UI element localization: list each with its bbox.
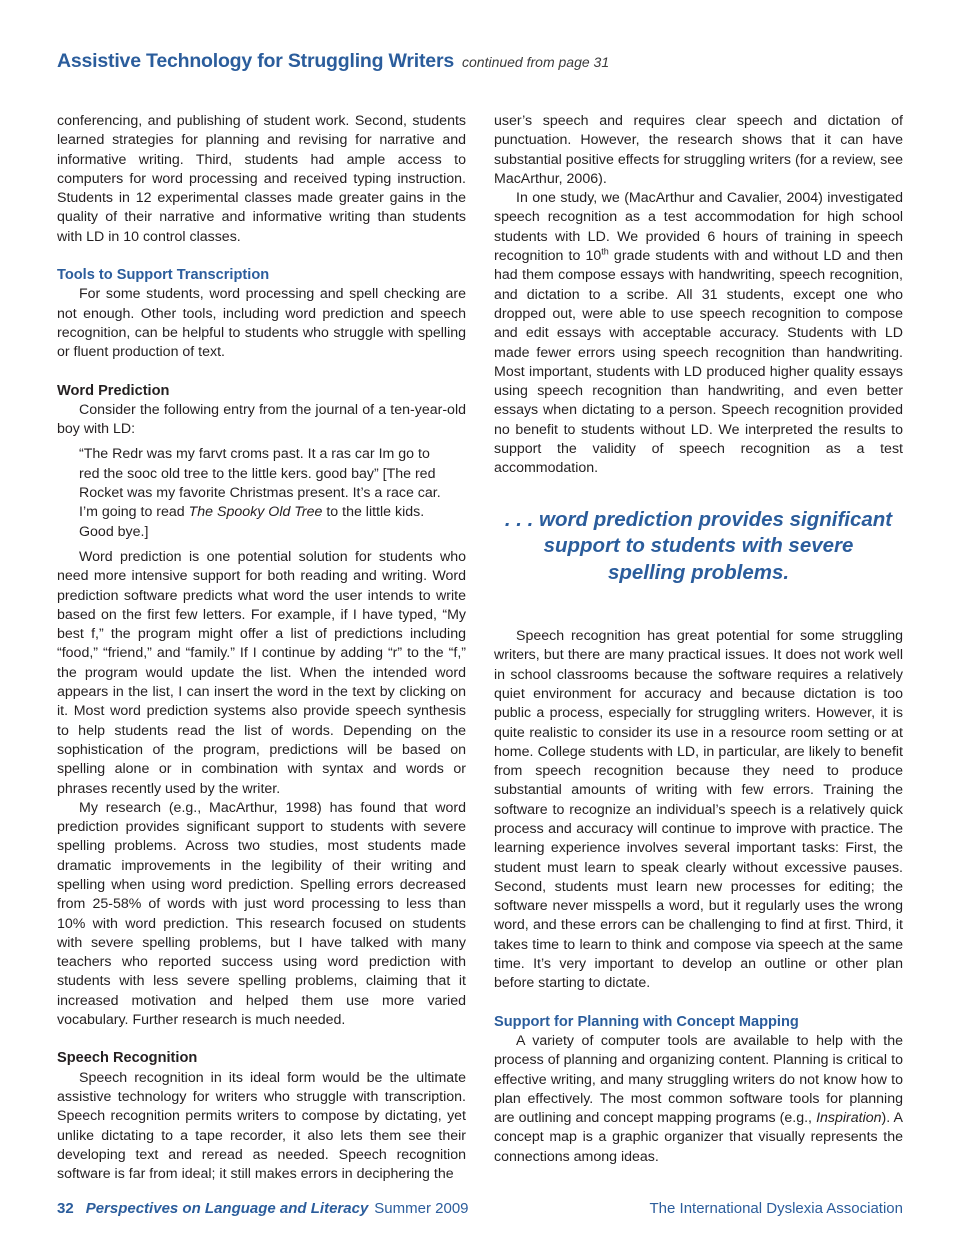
book-title: The Spooky Old Tree [188,504,323,521]
running-footer [57,1200,903,1222]
left-column [57,112,466,1184]
issue-season: Summer 2009 [374,1200,469,1217]
subheading-word-prediction: Word Prediction [57,382,170,399]
publication-name: Perspectives on Language and Literacy [85,1200,369,1217]
paragraph: My research (e.g., MacArthur, 1998) has found that word prediction provides significant support to students with severe spelling problems. Across two studies, most students made dramatic improvements in the legibility of their writing and spelling when using word prediction. Spelling errors decreased from 25-58% of words with just word processing to less than 10% with word prediction. This research focused on students with severe spelling problems, but I have talked with many teachers who reported success using word prediction with students with less severe spelling problems, claiming that it increased motivation and helped them use more varied vocabulary. Further research is much needed. [57,799,466,1029]
paragraph: Consider the following entry from the journal of a ten-year-old boy with LD: [57,401,466,438]
paragraph: Speech recognition has great potential for some struggling writers, but there are many practical issues. It does not work well in school classrooms because the software requires a relatively quiet environment for accuracy and because dictation is too public a process, especially for struggling writers. However, it is quite realistic to consider its use in a resource room setting or at home. College students with LD, in particular, are likely to benefit from speech recognition because they need to produce substantial amounts of writing with few errors. Training the software to recognize an individual’s speech is a relatively quick process and accuracy will continue to improve with practice. The learning experience involves several important tasks: First, the student must learn to speak clearly without excessive pauses. Second, students must learn new processes for editing; the software never misspells a word, but it regularly uses the wrong word, and these errors can be challenging to find at first. Third, it takes time to learn to think and compose via speech at the same time. It’s very important to develop an outline or other plan before starting to dictate. [494,628,903,992]
subheading-speech-recognition: Speech Recognition [57,1050,198,1067]
section-heading-tools: Tools to Support Transcription [57,267,270,284]
pull-quote: . . . word prediction provides significant support to students with severe spelling problems. [504,507,893,585]
paragraph: A variety of computer tools are available to help with the process of planning and organizing content. Planning is critical to effective writing, and many struggling writers do not know how to plan effectively. The most common software tools for planning are outlining and concept mapping programs (e.g., Inspiration). A concept map is a graphic organizer that visually represents the connections among ideas. [494,1032,903,1165]
section-heading-planning: Support for Planning with Concept Mapping [494,1013,799,1030]
paragraph: In one study, we (MacArthur and Cavalier, 2004) investigated speech recognition as a test accommodation for high school students with LD. We provided 6 hours of training in speech recognition to 10th grade students with and without LD and then had them compose essays with handwriting, speech recognition, and dictation to a scribe. All 31 students, except one who dropped out, were able to use speech recognition to compose and edit essays with acceptable accuracy. Students with LD made fewer errors using speech recognition than handwriting. Most important, students with LD produced higher quality essays using speech recognition than handwriting, and even better essays when dictating to a person. Speech recognition provided no benefit to students without LD. We interpreted the results to support the validity of speech recognition as a test accommodation. [494,190,903,477]
paragraph: Speech recognition in its ideal form would be the ultimate assistive technology for writers who struggle with transcription. Speech recognition permits writers to compose by dictating, yet unlike dictating to a tape recorder, it also lets them see their developing text and reread as needed. Speech recognition software is far from ideal; it still makes errors in deciphering the [57,1069,466,1183]
continued-note: continued from page 31 [462,54,610,70]
paragraph: Word prediction is one potential solution for students who need more intensive support for both reading and writing. Word prediction software predicts what word the user intends to write based on the first few letters. For example, if I have typed, “My best f,” the program might offer a list of predictions including “food,” “friend,” and “family.” If I continue by adding “r” to the “f,” the program would update the list. When the intended word appears in the list, I can insert the word in the text by clicking on it. Most word prediction systems also provide speech synthesis to help students read the list of words. Depending on the sophistication of the program, predictions will be based on spelling alone or in combination with syntax and words or phrases recently used by the writer. [57,548,466,797]
journal-quote: “The Redr was my farvt croms past. It a ras car Im go to red the sooc old tree to the little kers. good bay” [The red Rocket was my favorite Christmas present. It’s a race car. I’m going to read The Spooky Old Tree to the little kids. Good bye.] [79,446,441,540]
software-name: Inspiration [816,1110,882,1127]
organization-name: The International Dyslexia Association [649,1200,903,1217]
paragraph: conferencing, and publishing of student work. Second, students learned strategies for planning and revising for narrative and informative writing. Third, students had ample access to computers for word processing and received typing instruction. Students in 12 experimental classes made greater gains in the quality of their narrative and informative writing than students with LD in 10 control classes. [57,113,466,245]
paragraph: user’s speech and requires clear speech and dictation of punctuation. However, the research shows that it can have substantial positive effects for struggling writers (for a review, see MacArthur, 2006). [494,113,903,187]
running-header [57,50,907,73]
paragraph: For some students, word processing and spell checking are not enough. Other tools, including word prediction and speech recognition, can be helpful to students who struggle with spelling or fluent production of text. [57,286,466,361]
page-number: 32 [57,1200,74,1217]
article-title: Assistive Technology for Struggling Writers [57,50,454,72]
right-column [494,112,903,1167]
